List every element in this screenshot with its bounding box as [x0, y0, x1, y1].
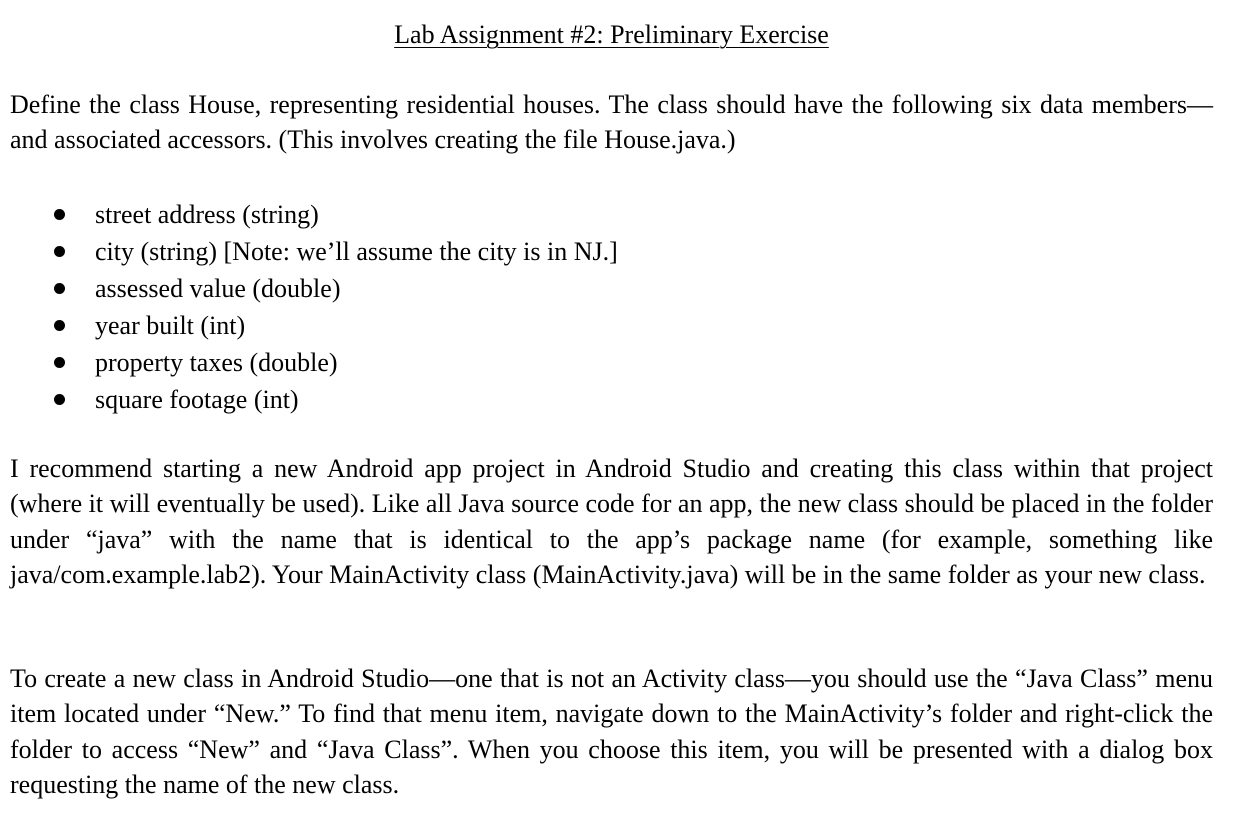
bullet-icon [54, 209, 65, 220]
list-item-text: assessed value (double) [95, 274, 341, 303]
list-item-text: year built (int) [95, 311, 246, 340]
bullet-icon [54, 283, 65, 294]
list-item-text: property taxes (double) [95, 348, 338, 377]
list-item-text: city (string) [Note: we’ll assume the city is in NJ.] [95, 237, 618, 266]
list-item [10, 233, 618, 270]
bullet-icon [54, 246, 65, 257]
list-item [10, 381, 618, 418]
bullet-icon [54, 394, 65, 405]
bullet-icon [54, 357, 65, 368]
intro-paragraph: Define the class House, representing residential houses. The class should have the following six data members—and associated accessors. (This involves creating the file House.java.) [10, 90, 1213, 155]
recommendation-paragraph: I recommend starting a new Android app project in Android Studio and creating this class within that project (where it will eventually be used). Like all Java source code for an app, the new class should be placed in the folder under “java” with the name that is identical to the app’s package name (for example, something like java/com.example.lab2). Your MainActivity class (MainActivity.java) will be in the same folder as your new class. [10, 454, 1213, 589]
list-item [10, 344, 618, 381]
list-item [10, 196, 618, 233]
list-item [10, 270, 618, 307]
data-members-list [10, 196, 618, 418]
instructions-paragraph: To create a new class in Android Studio—one that is not an Activity class—you should use the “Java Class” menu item located under “New.” To find that menu item, navigate down to the MainActivity’s folder and right-click the folder to access “New” and “Java Class”. When you choose this item, you will be presented with a dialog box requesting the name of the new class. [10, 664, 1213, 799]
list-item [10, 307, 618, 344]
document-title-container [10, 17, 1213, 53]
list-item-text: street address (string) [95, 200, 319, 229]
document-title: Lab Assignment #2: Preliminary Exercise [394, 20, 829, 49]
list-item-text: square footage (int) [95, 385, 299, 414]
bullet-icon [54, 320, 65, 331]
